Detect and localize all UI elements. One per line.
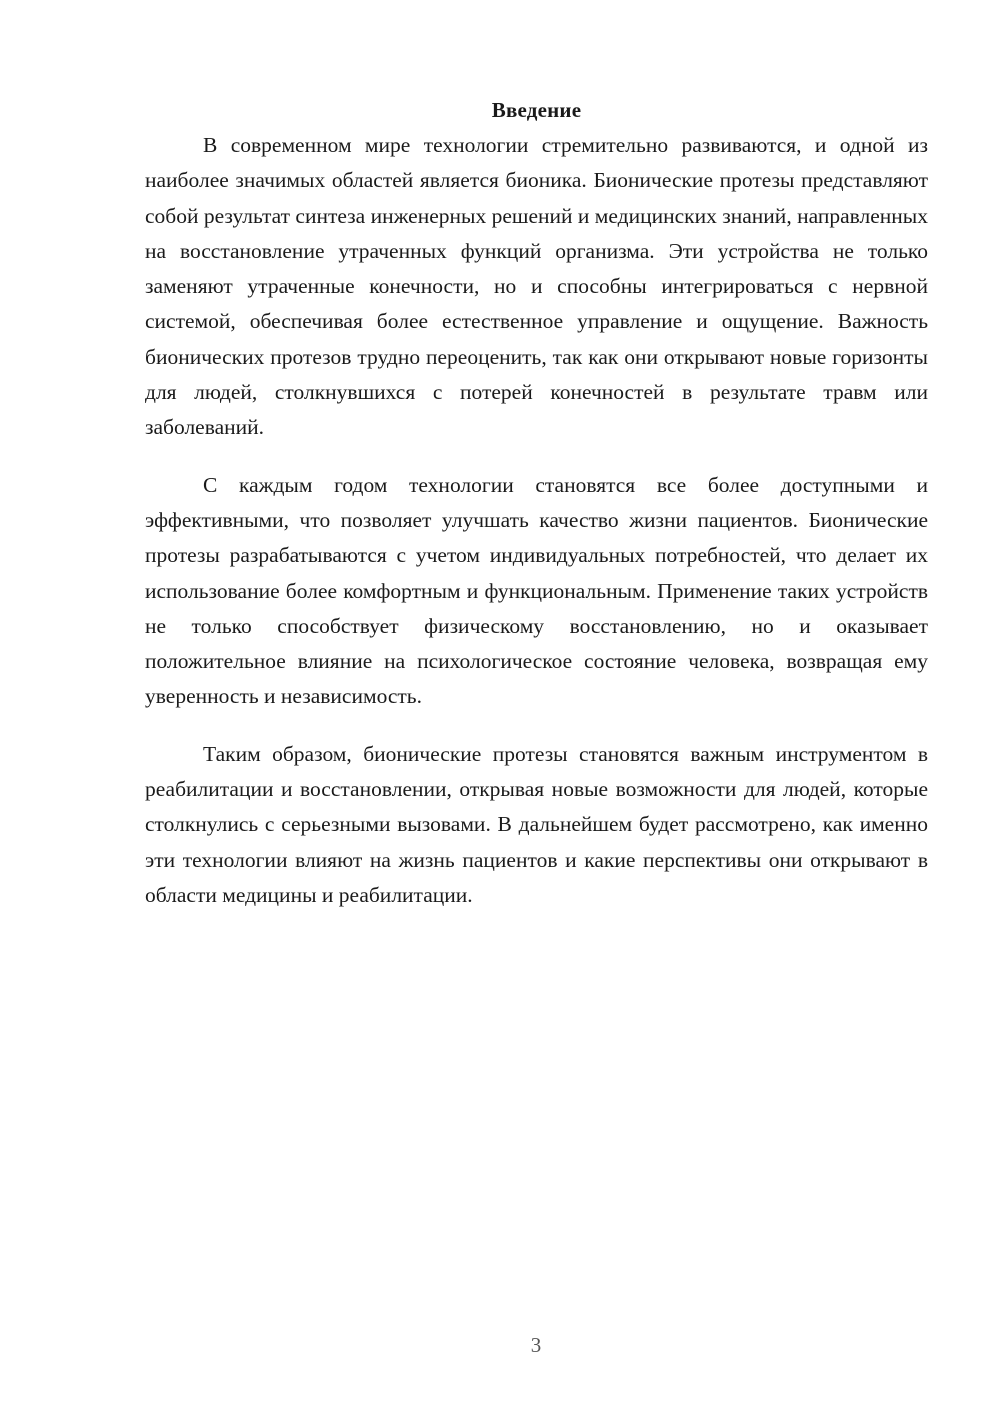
paragraph-3: Таким образом, бионические протезы становятся важным инструментом в реабилитации и восстановлении, открывая новые возможности для людей, которые столкнулись с серьезными вызовами. В дальнейшем будет рассмотрено, как именно эти технологии влияют на жизнь пациентов и какие перспективы они открывают в области медицины и реабилитации.: [145, 741, 928, 907]
paragraph-2: С каждым годом технологии становятся все более доступными и эффективными, что позволяет улучшать качество жизни пациентов. Бионические протезы разрабатываются с учетом индивидуальных потребностей, что делает их использование более комфортным и функциональным. Применение таких устройств не только способствует физическому восстановлению, но и оказывает положительное влияние на психологическое состояние человека, возвращая ему уверенность и независимость.: [145, 472, 928, 709]
page-content: [145, 92, 928, 913]
section-title: Введение: [491, 98, 582, 122]
page-number: 3: [530, 1333, 542, 1357]
paragraph-1: В современном мире технологии стремительно развиваются, и одной из наиболее значимых областей является бионика. Бионические протезы представляют собой результат синтеза инженерных решений и медицинских знаний, направленных на восстановление утраченных функций организма. Эти устройства не только заменяют утраченные конечности, но и способны интегрироваться с нервной системой, обеспечивая более естественное управление и ощущение. Важность бионических протезов трудно переоценить, так как они открывают новые горизонты для людей, столкнувшихся с потерей конечностей в результате травм или заболеваний.: [145, 133, 928, 440]
